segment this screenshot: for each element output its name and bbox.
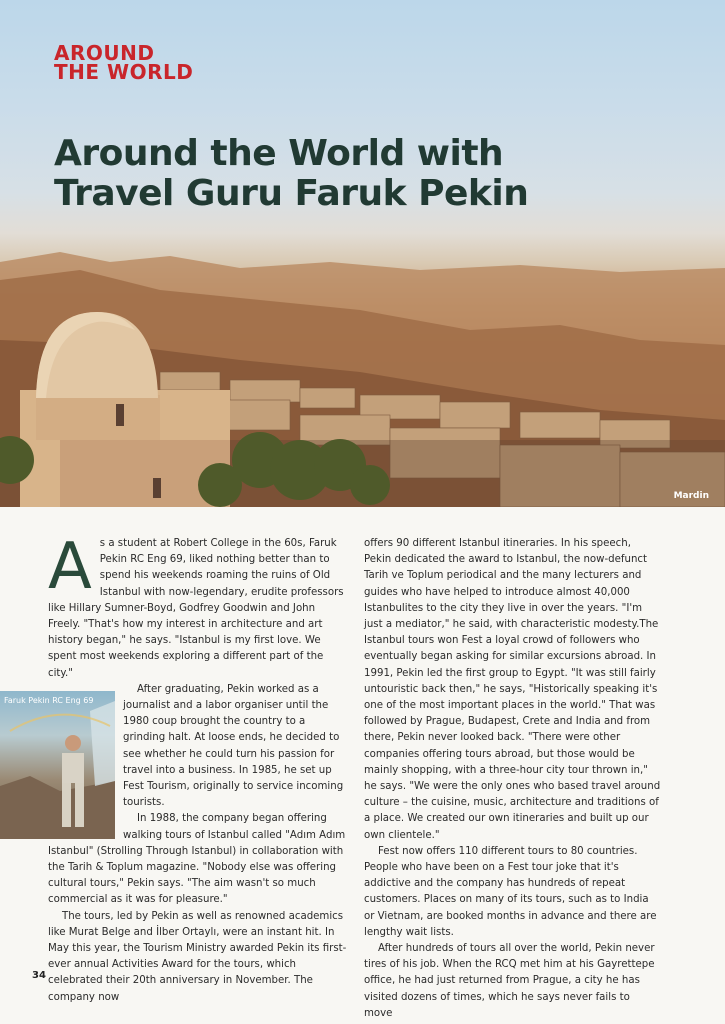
portrait-caption: Faruk Pekin RC Eng 69 xyxy=(4,695,94,705)
paragraph: The tours, led by Pekin as well as renowned academics like Murat Belge and İlber Ortaylı, were an instant hit. In May this year, the Tourism Ministry awarded Pekin its first-ever annual Activities Award for the tours, which celebrated their 20th anniversary in November. The company now xyxy=(48,910,347,1003)
article-column-right xyxy=(364,536,661,1022)
paragraph: offers 90 different Istanbul itineraries. In his speech, Pekin dedicated the award to Istanbul, the now-defunct Tarih ve Toplum periodical and the many lecturers and guides who have helped to introduce almost 40,000 Istanbulites to the city they live in over the years. "I'm just a mediator," he said, with characteristic modesty.The Istanbul tours won Fest a loyal crowd of followers who eventually began asking for similar excursions abroad. In 1991, Pekin led the first group to Egypt. "It was still fairly untouristic back then," he says, "Historically speaking it's one of the most important places in the world." That was followed by Prague, Budapest, Crete and India and from there, Pekin never looked back. "There were other companies offering tours abroad, but those would be mainly shopping, with a three-hour city tour thrown in," he says. "We were the only ones who based travel around culture – the cuisine, music, architecture and traditions of a place. We created our own itineraries and built up our own clientele." xyxy=(364,538,661,841)
paragraph: In 1988, the company began offering walking tours of Istanbul called "Adım Adım Istanbul" (Strolling Through Istanbul) in collaboration with the Tarih & Toplum magazine. "Nobody else was offering cultural tours," Pekin says. "The aim wasn't so much commercial as it was for pleasure." xyxy=(48,813,346,906)
portrait-illustration xyxy=(0,691,115,839)
paragraph: After hundreds of tours all over the world, Pekin never tires of his job. When the RCQ met him at his Gayrettepe office, he had just returned from Prague, a city he has visited dozens of times, which he says never fails to move xyxy=(364,943,655,1019)
paragraph: Fest now offers 110 different tours to 80 countries. People who have been on a Fest tour joke that it's addictive and the company has hundreds of repeat customers. Places on many of its tours, such as to India or Vietnam, are booked months in advance and there are lengthy wait lists. xyxy=(364,845,657,938)
hero-photo-mardin xyxy=(0,0,725,507)
page-number: 34 xyxy=(32,970,46,981)
paragraph: After graduating, Pekin worked as a journalist and a labor organiser until the 1980 coup brought the country to a grinding halt. At loose ends, he decided to see whether he could turn his passion for travel into a business. In 1985, he set up Fest Tourism, originally to service incoming tourists. xyxy=(123,683,344,809)
lead-paragraph: As a student at Robert College in the 60s, Faruk Pekin RC Eng 69, liked nothing better than to spend his weekends roaming the ruins of Old Istanbul with now-legendary, erudite professors like Hillary Sumner-Boyd, Godfrey Goodwin and John Freely. "That's how my interest in architecture and art history began," he says. "Istanbul is my first love. We spent most weekends exploring a different part of the city." xyxy=(48,530,344,679)
section-label: AROUND THE WORLD xyxy=(54,41,194,84)
portrait-photo-faruk-pekin xyxy=(0,691,115,839)
photo-caption: Mardin xyxy=(673,491,709,501)
article-headline: Around the World with Travel Guru Faruk Pekin xyxy=(54,133,529,214)
drop-cap: A xyxy=(48,530,92,604)
